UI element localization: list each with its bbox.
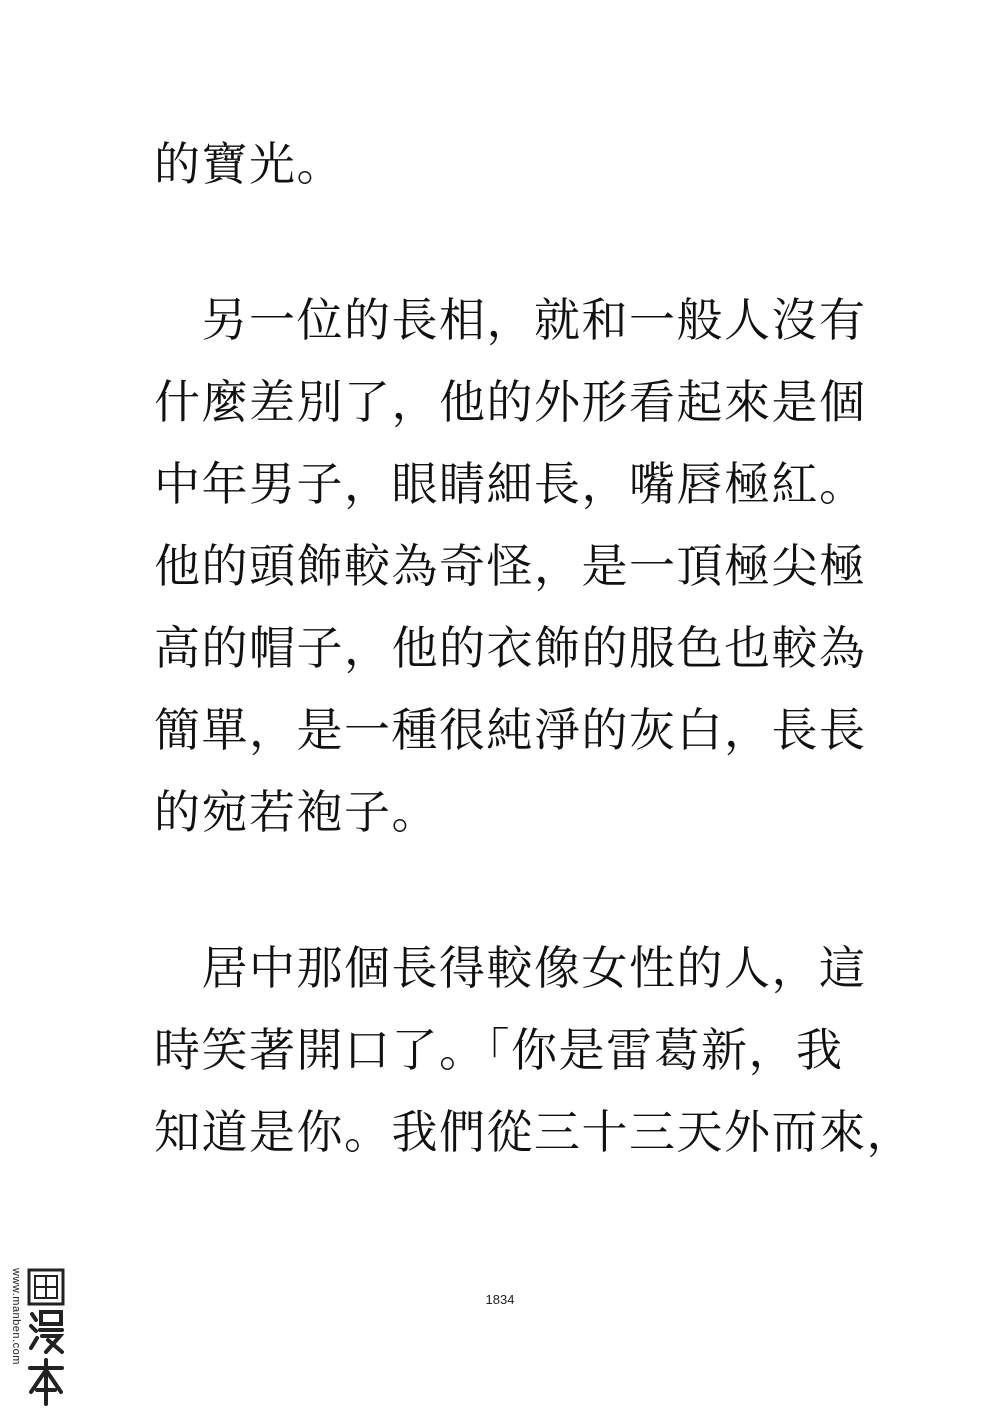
text-line-3: 什麼差別了，他的外形看起來是個	[154, 375, 867, 429]
watermark-url: www.manben.com	[10, 1268, 22, 1365]
text-line-7: 簡單，是一種很純淨的灰白，長長	[154, 703, 867, 757]
text-line-6: 高的帽子，他的衣飾的服色也較為	[154, 621, 867, 675]
text-line-10: 時笑著開口了。「你是雷葛新，我	[154, 1023, 844, 1077]
text-line-8: 的宛若袍子。	[154, 785, 439, 839]
text-line-5: 他的頭飾較為奇怪，是一頂極尖極	[154, 539, 867, 593]
text-line-9: 居中那個長得較像女性的人，這	[154, 941, 867, 995]
text-line-2: 另一位的長相，就和一般人沒有	[154, 293, 867, 347]
watermark-logo	[26, 1268, 66, 1408]
page-number: 1834	[485, 1292, 515, 1307]
text-line-1: 的寶光。	[154, 137, 344, 191]
text-line-4: 中年男子，眼睛細長，嘴唇極紅。	[154, 457, 867, 511]
text-line-11: 知道是你。我們從三十三天外而來，	[154, 1105, 914, 1159]
